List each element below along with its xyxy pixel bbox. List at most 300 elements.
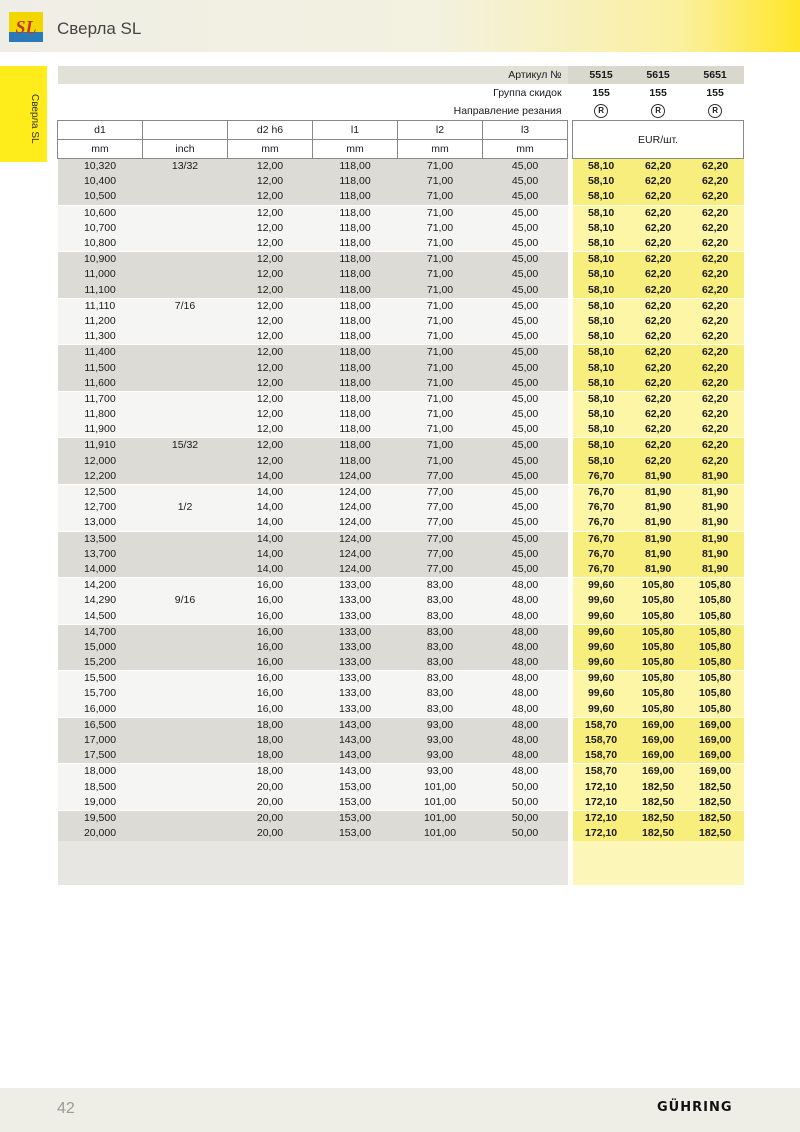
table-row bbox=[58, 221, 744, 236]
table-row bbox=[58, 329, 744, 345]
column-header bbox=[143, 121, 228, 140]
direction-row bbox=[58, 102, 744, 121]
price-cell: 105,80 bbox=[687, 640, 744, 655]
table-cell: 45,00 bbox=[483, 407, 568, 422]
table-cell: 18,500 bbox=[58, 780, 143, 795]
table-cell bbox=[143, 252, 228, 268]
price-cell: 58,10 bbox=[573, 376, 630, 392]
table-cell: 45,00 bbox=[483, 252, 568, 268]
table-cell: 18,00 bbox=[228, 733, 313, 748]
price-cell: 105,80 bbox=[630, 671, 687, 687]
table-cell: 48,00 bbox=[483, 702, 568, 718]
table-cell: 12,00 bbox=[228, 283, 313, 299]
price-cell: 62,20 bbox=[630, 360, 687, 375]
table-cell: 14,000 bbox=[58, 562, 143, 578]
column-header: d1 bbox=[58, 121, 143, 140]
table-cell: 71,00 bbox=[398, 189, 483, 205]
table-cell: 118,00 bbox=[313, 267, 398, 282]
price-cell: 62,20 bbox=[630, 454, 687, 469]
table-cell: 12,00 bbox=[228, 298, 313, 314]
table-cell: 12,200 bbox=[58, 469, 143, 485]
price-cell: 76,70 bbox=[573, 531, 630, 547]
price-cell: 99,60 bbox=[573, 671, 630, 687]
table-cell: 71,00 bbox=[398, 267, 483, 282]
price-cell: 169,00 bbox=[687, 764, 744, 780]
table-row bbox=[58, 236, 744, 252]
table-cell: 12,700 bbox=[58, 500, 143, 515]
table-cell: 124,00 bbox=[313, 547, 398, 562]
table-cell: 12,00 bbox=[228, 174, 313, 189]
table-row bbox=[58, 189, 744, 205]
table-cell: 153,00 bbox=[313, 826, 398, 841]
price-cell: 172,10 bbox=[573, 826, 630, 841]
table-cell bbox=[143, 484, 228, 500]
table-row bbox=[58, 748, 744, 764]
table-cell: 48,00 bbox=[483, 624, 568, 640]
price-cell: 105,80 bbox=[687, 702, 744, 718]
table-cell: 15,000 bbox=[58, 640, 143, 655]
table-cell bbox=[143, 780, 228, 795]
article-row bbox=[58, 66, 744, 84]
unit-header: inch bbox=[143, 140, 228, 159]
table-row bbox=[58, 484, 744, 500]
table-cell: 118,00 bbox=[313, 454, 398, 469]
sl-logo-icon bbox=[9, 12, 43, 42]
table-cell: 18,00 bbox=[228, 748, 313, 764]
filler-cell bbox=[58, 841, 568, 885]
table-cell: 48,00 bbox=[483, 733, 568, 748]
table-row bbox=[58, 810, 744, 826]
table-cell: 45,00 bbox=[483, 391, 568, 407]
price-cell: 105,80 bbox=[630, 655, 687, 671]
table-cell: 48,00 bbox=[483, 640, 568, 655]
table-cell: 20,00 bbox=[228, 826, 313, 841]
table-cell bbox=[143, 671, 228, 687]
table-cell bbox=[143, 422, 228, 438]
table-cell: 133,00 bbox=[313, 624, 398, 640]
price-cell: 99,60 bbox=[573, 702, 630, 718]
table-cell bbox=[143, 578, 228, 594]
column-header-row bbox=[58, 121, 744, 140]
table-cell: 16,00 bbox=[228, 640, 313, 655]
table-cell: 48,00 bbox=[483, 608, 568, 624]
right-hand-cut-icon: R bbox=[594, 104, 608, 118]
table-cell: 45,00 bbox=[483, 562, 568, 578]
price-cell: 76,70 bbox=[573, 469, 630, 485]
table-cell bbox=[143, 345, 228, 361]
price-cell: 62,20 bbox=[687, 407, 744, 422]
table-cell: 15,700 bbox=[58, 686, 143, 701]
table-cell: 11,910 bbox=[58, 438, 143, 454]
price-cell: 81,90 bbox=[630, 531, 687, 547]
table-cell bbox=[143, 717, 228, 733]
table-cell bbox=[143, 515, 228, 531]
brand-logo: GÜHRING bbox=[657, 1100, 733, 1115]
price-cell: 62,20 bbox=[687, 283, 744, 299]
table-cell: 18,00 bbox=[228, 717, 313, 733]
table-cell: 12,00 bbox=[228, 422, 313, 438]
price-cell: 62,20 bbox=[630, 407, 687, 422]
table-cell: 14,00 bbox=[228, 515, 313, 531]
table-row bbox=[58, 298, 744, 314]
article-label: Артикул № bbox=[58, 66, 568, 84]
price-cell: 62,20 bbox=[687, 345, 744, 361]
table-cell bbox=[143, 360, 228, 375]
table-cell: 11,800 bbox=[58, 407, 143, 422]
table-cell: 14,290 bbox=[58, 593, 143, 608]
article-number: 5515 bbox=[573, 66, 630, 84]
product-table bbox=[57, 66, 743, 885]
table-row bbox=[58, 764, 744, 780]
price-cell: 76,70 bbox=[573, 547, 630, 562]
price-cell: 105,80 bbox=[630, 624, 687, 640]
table-row bbox=[58, 547, 744, 562]
price-cell: 99,60 bbox=[573, 655, 630, 671]
price-cell: 62,20 bbox=[687, 159, 744, 175]
column-header: d2 h6 bbox=[228, 121, 313, 140]
table-cell: 71,00 bbox=[398, 221, 483, 236]
price-cell: 58,10 bbox=[573, 283, 630, 299]
table-cell: 77,00 bbox=[398, 547, 483, 562]
price-cell: 99,60 bbox=[573, 640, 630, 655]
table-cell: 45,00 bbox=[483, 159, 568, 175]
table-cell: 14,00 bbox=[228, 484, 313, 500]
table-cell: 12,00 bbox=[228, 360, 313, 375]
table-cell: 133,00 bbox=[313, 655, 398, 671]
table-row bbox=[58, 267, 744, 282]
table-cell: 48,00 bbox=[483, 748, 568, 764]
table-cell: 13/32 bbox=[143, 159, 228, 175]
table-row bbox=[58, 795, 744, 811]
table-cell: 19,000 bbox=[58, 795, 143, 811]
table-cell bbox=[143, 608, 228, 624]
price-cell: 172,10 bbox=[573, 810, 630, 826]
filler-cell bbox=[573, 841, 744, 885]
unit-header: mm bbox=[313, 140, 398, 159]
table-cell bbox=[143, 733, 228, 748]
table-cell: 77,00 bbox=[398, 531, 483, 547]
table-cell: 143,00 bbox=[313, 748, 398, 764]
price-cell: 81,90 bbox=[630, 469, 687, 485]
price-cell: 62,20 bbox=[687, 314, 744, 329]
price-cell: 105,80 bbox=[687, 671, 744, 687]
table-cell: 133,00 bbox=[313, 640, 398, 655]
price-cell: 58,10 bbox=[573, 267, 630, 282]
discount-group: 155 bbox=[687, 84, 744, 102]
table-cell: 45,00 bbox=[483, 236, 568, 252]
table-cell: 83,00 bbox=[398, 593, 483, 608]
table-cell: 118,00 bbox=[313, 205, 398, 221]
table-cell: 124,00 bbox=[313, 469, 398, 485]
table-cell: 12,00 bbox=[228, 159, 313, 175]
table-cell: 71,00 bbox=[398, 438, 483, 454]
price-cell: 62,20 bbox=[687, 298, 744, 314]
table-cell: 101,00 bbox=[398, 780, 483, 795]
table-cell: 12,00 bbox=[228, 252, 313, 268]
table-cell: 143,00 bbox=[313, 733, 398, 748]
table-cell: 71,00 bbox=[398, 298, 483, 314]
page-number: 42 bbox=[57, 1100, 75, 1117]
table-cell: 124,00 bbox=[313, 515, 398, 531]
table-row bbox=[58, 733, 744, 748]
table-cell: 10,800 bbox=[58, 236, 143, 252]
table-cell: 16,000 bbox=[58, 702, 143, 718]
table-cell: 83,00 bbox=[398, 655, 483, 671]
unit-header: mm bbox=[228, 140, 313, 159]
table-cell: 14,200 bbox=[58, 578, 143, 594]
table-cell: 118,00 bbox=[313, 236, 398, 252]
table-cell bbox=[143, 562, 228, 578]
discount-row bbox=[58, 84, 744, 102]
table-cell: 20,00 bbox=[228, 780, 313, 795]
table-row bbox=[58, 391, 744, 407]
table-cell: 10,320 bbox=[58, 159, 143, 175]
table-cell: 11,110 bbox=[58, 298, 143, 314]
table-cell: 16,00 bbox=[228, 655, 313, 671]
table-cell: 10,400 bbox=[58, 174, 143, 189]
price-cell: 62,20 bbox=[630, 221, 687, 236]
table-cell: 133,00 bbox=[313, 686, 398, 701]
column-header: l3 bbox=[483, 121, 568, 140]
table-row bbox=[58, 717, 744, 733]
table-cell: 48,00 bbox=[483, 578, 568, 594]
table-row bbox=[58, 314, 744, 329]
table-cell: 12,00 bbox=[228, 314, 313, 329]
table-cell: 11,900 bbox=[58, 422, 143, 438]
table-cell: 50,00 bbox=[483, 826, 568, 841]
price-cell: 99,60 bbox=[573, 686, 630, 701]
table-cell: 71,00 bbox=[398, 236, 483, 252]
right-hand-cut-icon: R bbox=[708, 104, 722, 118]
svg-text:SL: SL bbox=[15, 17, 37, 37]
table-cell: 17,500 bbox=[58, 748, 143, 764]
price-cell: 62,20 bbox=[687, 438, 744, 454]
price-cell: 58,10 bbox=[573, 221, 630, 236]
table-cell: 124,00 bbox=[313, 562, 398, 578]
table-row bbox=[58, 686, 744, 701]
price-cell: 158,70 bbox=[573, 748, 630, 764]
table-cell bbox=[143, 454, 228, 469]
right-hand-cut-icon: R bbox=[651, 104, 665, 118]
price-cell: 62,20 bbox=[687, 189, 744, 205]
table-row bbox=[58, 531, 744, 547]
table-cell: 153,00 bbox=[313, 795, 398, 811]
table-cell: 118,00 bbox=[313, 298, 398, 314]
table-row bbox=[58, 376, 744, 392]
unit-header: mm bbox=[58, 140, 143, 159]
table-cell: 118,00 bbox=[313, 391, 398, 407]
table-cell: 50,00 bbox=[483, 810, 568, 826]
price-cell: 62,20 bbox=[630, 174, 687, 189]
table-cell: 48,00 bbox=[483, 671, 568, 687]
table-cell: 45,00 bbox=[483, 547, 568, 562]
price-cell: 58,10 bbox=[573, 407, 630, 422]
price-cell: 62,20 bbox=[630, 391, 687, 407]
price-cell: 62,20 bbox=[687, 329, 744, 345]
table-cell: 20,00 bbox=[228, 795, 313, 811]
table-cell: 133,00 bbox=[313, 578, 398, 594]
table-cell: 17,000 bbox=[58, 733, 143, 748]
price-cell: 99,60 bbox=[573, 593, 630, 608]
table-cell: 12,00 bbox=[228, 438, 313, 454]
table-cell: 124,00 bbox=[313, 500, 398, 515]
price-cell: 62,20 bbox=[687, 454, 744, 469]
price-cell: 62,20 bbox=[630, 252, 687, 268]
column-header: l2 bbox=[398, 121, 483, 140]
table-cell: 16,00 bbox=[228, 671, 313, 687]
table-cell: 118,00 bbox=[313, 407, 398, 422]
price-cell: 105,80 bbox=[630, 593, 687, 608]
discount-label: Группа скидок bbox=[58, 84, 568, 102]
table-cell: 71,00 bbox=[398, 376, 483, 392]
price-cell: 62,20 bbox=[687, 267, 744, 282]
table-row bbox=[58, 252, 744, 268]
table-cell: 11,000 bbox=[58, 267, 143, 282]
table-cell: 12,00 bbox=[228, 407, 313, 422]
table-row bbox=[58, 283, 744, 299]
table-cell: 48,00 bbox=[483, 655, 568, 671]
table-cell bbox=[143, 810, 228, 826]
unit-header: mm bbox=[398, 140, 483, 159]
table-row bbox=[58, 205, 744, 221]
table-cell: 118,00 bbox=[313, 376, 398, 392]
table-cell: 118,00 bbox=[313, 252, 398, 268]
table-row bbox=[58, 640, 744, 655]
table-cell: 71,00 bbox=[398, 314, 483, 329]
table-cell: 45,00 bbox=[483, 500, 568, 515]
table-cell: 16,00 bbox=[228, 702, 313, 718]
table-cell: 118,00 bbox=[313, 221, 398, 236]
unit-header: mm bbox=[483, 140, 568, 159]
table-cell: 16,00 bbox=[228, 624, 313, 640]
table-row bbox=[58, 500, 744, 515]
table-cell: 124,00 bbox=[313, 484, 398, 500]
price-cell: 182,50 bbox=[630, 810, 687, 826]
table-row bbox=[58, 702, 744, 718]
table-row bbox=[58, 515, 744, 531]
table-cell: 45,00 bbox=[483, 267, 568, 282]
table-cell: 83,00 bbox=[398, 702, 483, 718]
price-cell: 169,00 bbox=[687, 748, 744, 764]
table-cell: 71,00 bbox=[398, 205, 483, 221]
table-cell bbox=[143, 655, 228, 671]
table-cell: 71,00 bbox=[398, 391, 483, 407]
price-cell: 62,20 bbox=[687, 221, 744, 236]
table-cell: 118,00 bbox=[313, 422, 398, 438]
table-cell bbox=[143, 174, 228, 189]
direction-label: Направление резания bbox=[58, 102, 568, 121]
price-cell: 76,70 bbox=[573, 515, 630, 531]
table-cell: 83,00 bbox=[398, 578, 483, 594]
price-cell: 58,10 bbox=[573, 454, 630, 469]
article-number: 5651 bbox=[687, 66, 744, 84]
table-cell: 45,00 bbox=[483, 221, 568, 236]
table-row bbox=[58, 593, 744, 608]
table-filler bbox=[58, 841, 744, 885]
table-cell: 71,00 bbox=[398, 283, 483, 299]
table-cell: 71,00 bbox=[398, 454, 483, 469]
price-cell: 105,80 bbox=[630, 702, 687, 718]
table-cell bbox=[143, 391, 228, 407]
column-header: l1 bbox=[313, 121, 398, 140]
table-cell: 14,00 bbox=[228, 531, 313, 547]
price-cell: 58,10 bbox=[573, 329, 630, 345]
table-cell: 118,00 bbox=[313, 174, 398, 189]
price-cell: 62,20 bbox=[687, 252, 744, 268]
price-cell: 58,10 bbox=[573, 159, 630, 175]
price-cell: 62,20 bbox=[630, 376, 687, 392]
price-cell: 76,70 bbox=[573, 500, 630, 515]
table-row bbox=[58, 780, 744, 795]
table-cell: 45,00 bbox=[483, 484, 568, 500]
table-cell: 16,00 bbox=[228, 608, 313, 624]
price-cell: 182,50 bbox=[687, 826, 744, 841]
table-cell bbox=[143, 702, 228, 718]
table-cell: 12,00 bbox=[228, 376, 313, 392]
table-cell: 71,00 bbox=[398, 345, 483, 361]
table-row bbox=[58, 345, 744, 361]
table-cell: 118,00 bbox=[313, 189, 398, 205]
table-cell: 16,00 bbox=[228, 686, 313, 701]
price-cell: 62,20 bbox=[687, 391, 744, 407]
price-cell: 58,10 bbox=[573, 236, 630, 252]
price-cell: 76,70 bbox=[573, 562, 630, 578]
table-cell: 71,00 bbox=[398, 329, 483, 345]
price-cell: 81,90 bbox=[687, 531, 744, 547]
table-cell: 83,00 bbox=[398, 608, 483, 624]
price-cell: 182,50 bbox=[630, 795, 687, 811]
table-row bbox=[58, 174, 744, 189]
table-row bbox=[58, 407, 744, 422]
table-cell: 12,00 bbox=[228, 391, 313, 407]
table-cell: 11,400 bbox=[58, 345, 143, 361]
table-cell: 118,00 bbox=[313, 345, 398, 361]
table-cell: 45,00 bbox=[483, 174, 568, 189]
table-cell: 153,00 bbox=[313, 780, 398, 795]
table-cell: 15/32 bbox=[143, 438, 228, 454]
table-cell: 45,00 bbox=[483, 298, 568, 314]
table-cell: 133,00 bbox=[313, 702, 398, 718]
table-cell: 71,00 bbox=[398, 252, 483, 268]
price-cell: 169,00 bbox=[630, 764, 687, 780]
table-row bbox=[58, 826, 744, 841]
table-row bbox=[58, 469, 744, 485]
table-cell: 12,00 bbox=[228, 345, 313, 361]
price-cell: 76,70 bbox=[573, 484, 630, 500]
table-cell: 1/2 bbox=[143, 500, 228, 515]
price-cell: 58,10 bbox=[573, 205, 630, 221]
table-cell: 83,00 bbox=[398, 640, 483, 655]
price-cell: 62,20 bbox=[630, 314, 687, 329]
table-cell: 12,00 bbox=[228, 454, 313, 469]
table-cell: 45,00 bbox=[483, 189, 568, 205]
table-cell: 118,00 bbox=[313, 314, 398, 329]
price-cell: 182,50 bbox=[687, 810, 744, 826]
table-cell: 45,00 bbox=[483, 454, 568, 469]
table-cell: 13,000 bbox=[58, 515, 143, 531]
table-cell: 10,600 bbox=[58, 205, 143, 221]
table-row bbox=[58, 624, 744, 640]
table-cell: 15,500 bbox=[58, 671, 143, 687]
table-cell: 124,00 bbox=[313, 531, 398, 547]
table-cell: 143,00 bbox=[313, 717, 398, 733]
table-cell: 50,00 bbox=[483, 780, 568, 795]
price-cell: 58,10 bbox=[573, 174, 630, 189]
section-tab-label: Сверла SL bbox=[29, 94, 40, 144]
table-cell bbox=[143, 221, 228, 236]
table-cell: 45,00 bbox=[483, 283, 568, 299]
table-cell: 12,00 bbox=[228, 221, 313, 236]
